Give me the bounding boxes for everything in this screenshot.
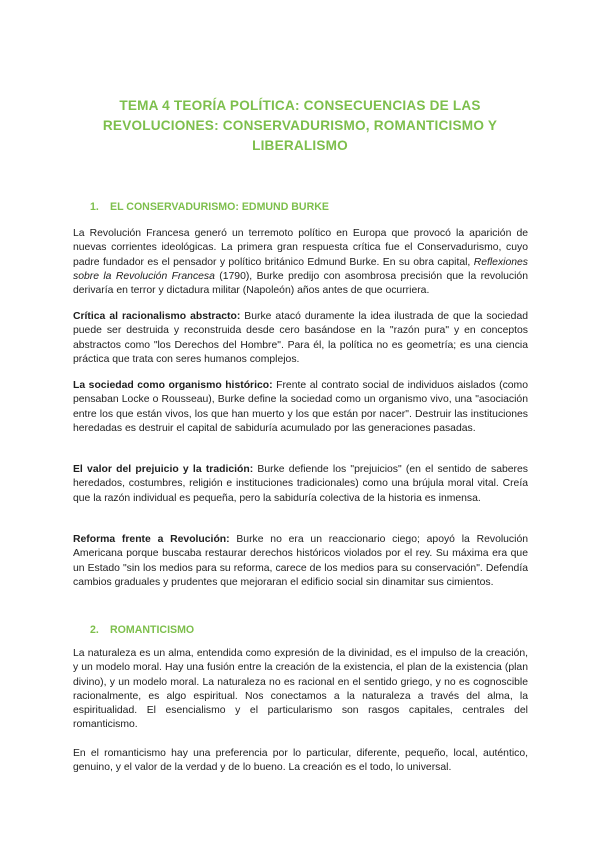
intro-text-end: (1790), Burke predijo con asombrosa precisión que la revolución derivaría en terror y dictadura militar (Napoleón) años antes de que ocurriera. bbox=[73, 270, 528, 297]
point-organismo bbox=[73, 379, 528, 436]
section-heading-text: EL CONSERVADURISMO: EDMUND BURKE bbox=[110, 201, 329, 213]
point-label: Reforma frente a Revolución: bbox=[73, 534, 230, 545]
section-heading-conservadurismo bbox=[90, 200, 329, 214]
romanticismo-paragraph-1: La naturaleza es un alma, entendida como expresión de la divinidad, es el impulso de la creación, y un modelo moral. Hay una fusión entre la creación de la existencia, el plan de la existencia (plan divino), y un modelo moral. La naturaleza no es racional en el sentido griego, y no es cognoscible racionalmente, es algo espiritual. Nos conectamos a la naturaleza a través del alma, la espiritualidad. El esencialismo y el particularismo son rasgos capitales, centrales del romanticismo. bbox=[73, 648, 528, 731]
point-text: Burke no era un reaccionario ciego; apoyó la Revolución Americana porque buscaba restaurar derechos históricos violados por el rey. Su máxima era que un Estado "sin los medios para su reforma, carece de los medios para su conservación". Defendía cambios graduales y prudentes que mejoraran el edificio social sin dinamitar sus cimientos. bbox=[73, 534, 528, 588]
point-label: Crítica al racionalismo abstracto: bbox=[73, 311, 241, 322]
romanticismo-paragraph-2: En el romanticismo hay una preferencia por lo particular, diferente, pequeño, local, auténtico, genuino, y el valor de la verdad y de lo bueno. La creación es el todo, lo universal. bbox=[73, 748, 528, 774]
point-label: El valor del prejuicio y la tradición: bbox=[73, 464, 254, 475]
point-text: Burke defiende los "prejuicios" (en el sentido de saberes heredados, costumbres, religión e instituciones tradicionales) como una brújula moral vital. Creía que la razón individual es pequeña, pero la sabiduría colectiva de la historia es inmensa. bbox=[73, 464, 528, 504]
book-title: Reflexiones sobre la Revolución Francesa bbox=[73, 256, 528, 282]
section-heading-text: ROMANTICISMO bbox=[110, 624, 195, 636]
point-racionalismo bbox=[73, 310, 528, 367]
section-number: 1. bbox=[90, 201, 99, 213]
section-number: 2. bbox=[90, 624, 99, 636]
point-prejuicio bbox=[73, 463, 528, 506]
point-label: La sociedad como organismo histórico: bbox=[73, 380, 273, 391]
intro-text: La Revolución Francesa generó un terremoto político en Europa que provocó la aparición de nuevas corrientes ideológicas. La primera gran respuesta crítica fue el Conservadurismo, cuyo padre fundador es el pensador y político británico Edmund Burke. En su obra capital, bbox=[73, 228, 528, 268]
document-title: TEMA 4 TEORÍA POLÍTICA: CONSECUENCIAS DE LAS REVOLUCIONES: CONSERVADURISMO, ROMANTICISMO Y LIBERALISMO bbox=[102, 98, 498, 153]
point-text: Burke atacó duramente la idea ilustrada de que la sociedad puede ser destruida y reconstruida desde cero basándose en la "razón pura" y en conceptos abstractos como "los Derechos del Hombre". Para él, la política no es geometría; es una ciencia práctica que trata con seres humanos complejos. bbox=[73, 311, 529, 365]
point-reforma bbox=[73, 533, 528, 590]
section-heading-romanticismo bbox=[90, 623, 194, 637]
point-text: Frente al contrato social de individuos aislados (como pensaban Locke o Rousseau), Burke define la sociedad como un organismo vivo, una "asociación entre los que están vivos, los que han muerto y los que están por nacer". Destruir las instituciones heredadas es destruir el capital de sabiduría acumulado por las generaciones pasadas. bbox=[73, 380, 528, 434]
intro-paragraph bbox=[73, 227, 528, 298]
